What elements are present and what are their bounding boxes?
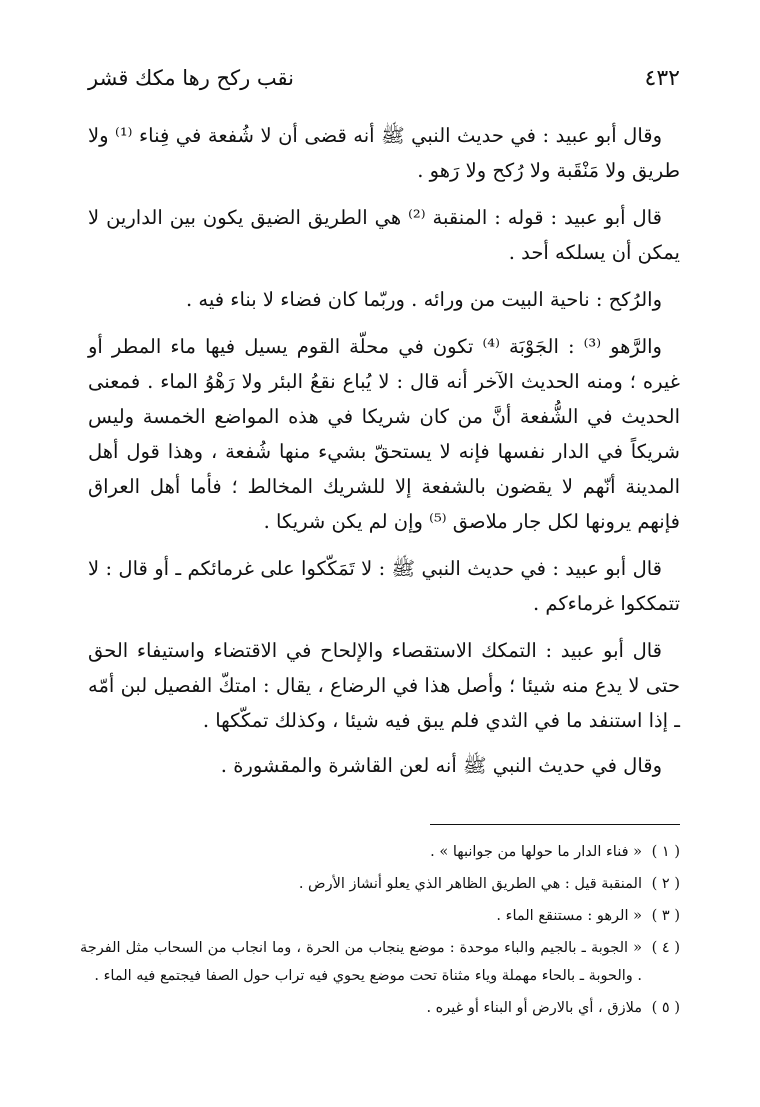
footnote-item bbox=[80, 934, 680, 990]
footnote-item bbox=[80, 902, 680, 930]
footnote-item bbox=[80, 994, 680, 1022]
footnotes bbox=[80, 838, 680, 1026]
footnote-item bbox=[80, 838, 680, 866]
paragraph: قال أبو عبيد : التمكك الاستقصاء والإلحاح في الاقتضاء واستيفاء الحق حتى لا يدع منه شيئا ؛ وأصل هذا في الرضاع ، يقال : امتكّ الفصيل لبن أمّه ـ إذا استنفد ما في الثدي فلم يبق فيه شيئا ، وكذلك تمكّكها . bbox=[88, 639, 680, 732]
footnote-number: ( ٢ ) bbox=[651, 876, 680, 892]
paragraph: والرَّهو ⁽³⁾ : الجَوْبَة ⁽⁴⁾ تكون في محلّة القوم يسيل فيها ماء المطر أو غيره ؛ ومنه الحديث الآخر أنه قال : لا يُباع نقعُ البئر ولا رَهْوُ الماء . فمعنى الحديث في الشُّفعة أنَّ من كان شريكا في هذه المواضع الخمسة وليس شريكاً في الدار نفسها فإنه لا يستحقّ بشيء منها شُفعة ، وهذا قول أهل المدينة أنّهم لا يقضون بالشفعة إلا للشريك المخالط ؛ فأما أهل العراق فإنهم يرونها لكل جار ملاصق ⁽⁵⁾ وإن لم يكن شريكا . bbox=[88, 335, 680, 533]
footnote-text: ملازق ، أي بالارض أو البناء أو غيره . bbox=[426, 1000, 642, 1016]
footnote-divider bbox=[430, 824, 680, 825]
footnote-text: المنقبة قيل : هي الطريق الظاهر الذي يعلو أنشاز الأرض . bbox=[298, 876, 642, 892]
footnote-number: ( ١ ) bbox=[651, 844, 680, 860]
main-text bbox=[88, 118, 680, 795]
footnote-number: ( ٥ ) bbox=[651, 1000, 680, 1016]
footnote-text: « الرهو : مستنقع الماء . bbox=[496, 908, 642, 924]
running-head: نقب ركح رها مكك قشر bbox=[88, 66, 295, 90]
paragraph: والرُكح : ناحية البيت من ورائه . وربّما كان فضاء لا بناء فيه . bbox=[186, 288, 662, 311]
footnote-number: ( ٤ ) bbox=[651, 940, 680, 956]
footnote-text: « الجوبة ـ بالجيم والباء موحدة : موضع ينجاب من الحرة ، وما انجاب من السحاب مثل الفرجة . والحوبة ـ بالحاء مهملة وياء مثناة تحت موضع يحوي فيه تراب حول الصفا فيجتمع فيه الماء . bbox=[80, 940, 642, 984]
paragraph: قال أبو عبيد : في حديث النبي ﷺ : لا تَمَكّكوا على غرمائكم ـ أو قال : لا تتمككوا غرماءكم . bbox=[88, 557, 680, 615]
footnote-number: ( ٣ ) bbox=[651, 908, 680, 924]
paragraph: وقال أبو عبيد : في حديث النبي ﷺ أنه قضى أن لا شُفعة في فِناء ⁽¹⁾ ولا طريق ولا مَنْقَبة ولا رُكح ولا رَهو . bbox=[88, 124, 680, 182]
paragraph: وقال في حديث النبي ﷺ أنه لعن القاشرة والمقشورة . bbox=[220, 754, 662, 777]
page-header bbox=[88, 58, 680, 98]
footnote-item bbox=[80, 870, 680, 898]
footnote-text: « فناء الدار ما حولها من جوانبها » . bbox=[430, 844, 642, 860]
page-number: ٤٣٢ bbox=[644, 65, 680, 91]
paragraph: قال أبو عبيد : قوله : المنقبة ⁽²⁾ هي الطريق الضيق يكون بين الدارين لا يمكن أن يسلكه أحد . bbox=[88, 206, 680, 264]
